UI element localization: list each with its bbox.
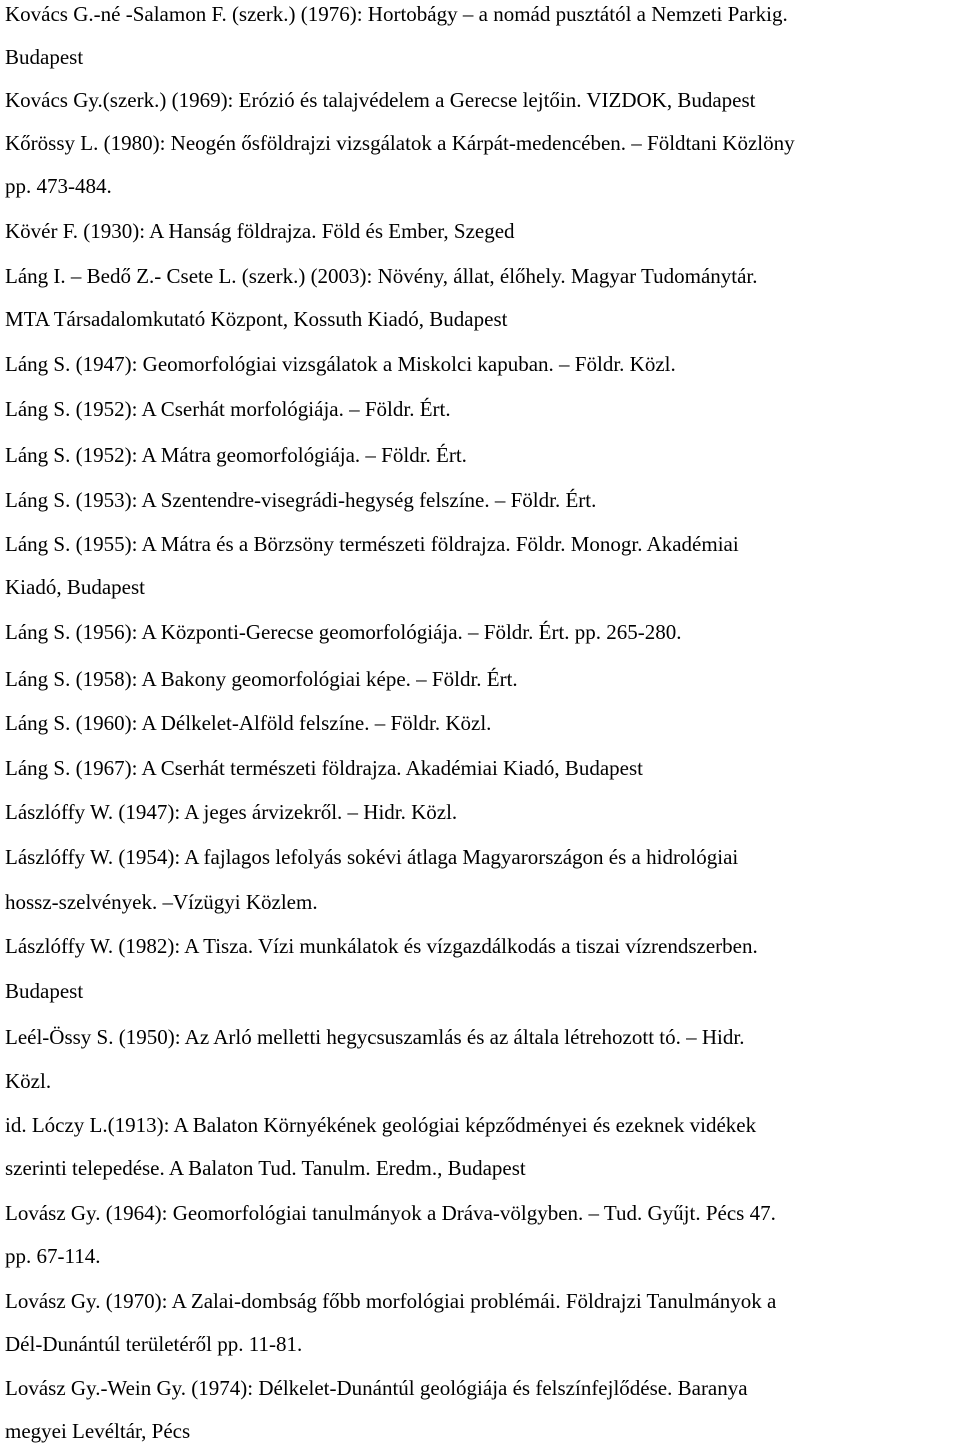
reference-line: Kovács G.-né -Salamon F. (szerk.) (1976): Hortobágy – a nomád pusztától a Nemzeti Parkig. [5,2,788,26]
reference-line: Láng S. (1953): A Szentendre-visegrádi-hegység felszíne. – Földr. Ért. [5,488,597,512]
reference-line: Kiadó, Budapest [5,575,145,599]
reference-line: hossz-szelvények. –Vízügyi Közlem. [5,890,318,914]
reference-line: Budapest [5,979,84,1003]
reference-line: Lovász Gy. (1964): Geomorfológiai tanulmányok a Dráva-völgyben. – Tud. Gyűjt. Pécs 47. [5,1201,776,1225]
reference-line: pp. 67-114. [5,1244,101,1268]
reference-line: Dél-Dunántúl területéről pp. 11-81. [5,1332,303,1356]
reference-line: Láng S. (1955): A Mátra és a Börzsöny természeti földrajza. Földr. Monogr. Akadémiai [5,532,739,556]
reference-line: Láng S. (1952): A Cserhát morfológiája. – Földr. Ért. [5,397,451,421]
reference-line: Láng I. – Bedő Z.- Csete L. (szerk.) (2003): Növény, állat, élőhely. Magyar Tudománytár. [5,264,758,288]
reference-line: Lászlóffy W. (1954): A fajlagos lefolyás sokévi átlaga Magyarországon és a hidrológiai [5,845,739,869]
reference-line: Kövér F. (1930): A Hanság földrajza. Föld és Ember, Szeged [5,219,515,243]
reference-line: Láng S. (1956): A Központi-Gerecse geomorfológiája. – Földr. Ért. pp. 265-280. [5,620,682,644]
reference-line: Lászlóffy W. (1947): A jeges árvizekről. – Hidr. Közl. [5,800,458,824]
reference-line: Lászlóffy W. (1982): A Tisza. Vízi munkálatok és vízgazdálkodás a tiszai vízrendszerben. [5,934,758,958]
reference-line: Láng S. (1967): A Cserhát természeti földrajza. Akadémiai Kiadó, Budapest [5,756,643,780]
reference-line: Leél-Össy S. (1950): Az Arló melletti hegycsuszamlás és az általa létrehozott tó. – Hidr. [5,1025,745,1049]
reference-line: pp. 473-484. [5,174,112,198]
reference-line: Közl. [5,1069,52,1093]
reference-line: Láng S. (1958): A Bakony geomorfológiai képe. – Földr. Ért. [5,667,518,691]
reference-line: id. Lóczy L.(1913): A Balaton Környékének geológiai képződményei és ezeknek vidékek [5,1113,757,1137]
reference-line: Budapest [5,45,84,69]
reference-line: Lovász Gy. (1970): A Zalai-dombság főbb morfológiai problémái. Földrajzi Tanulmányok a [5,1289,777,1313]
reference-line: Láng S. (1947): Geomorfológiai vizsgálatok a Miskolci kapuban. – Földr. Közl. [5,352,676,376]
reference-line: MTA Társadalomkutató Központ, Kossuth Kiadó, Budapest [5,307,508,331]
reference-line: Kovács Gy.(szerk.) (1969): Erózió és talajvédelem a Gerecse lejtőin. VIZDOK, Budapest [5,88,756,112]
reference-line: szerinti telepedése. A Balaton Tud. Tanulm. Eredm., Budapest [5,1156,526,1180]
reference-line: Lovász Gy.-Wein Gy. (1974): Délkelet-Dunántúl geológiája és felszínfejlődése. Baranya [5,1376,748,1400]
reference-line: megyei Levéltár, Pécs [5,1419,191,1443]
reference-line: Kőrössy L. (1980): Neogén ősföldrajzi vizsgálatok a Kárpát-medencében. – Földtani Közlöny [5,131,795,155]
reference-line: Láng S. (1960): A Délkelet-Alföld felszíne. – Földr. Közl. [5,711,492,735]
reference-line: Láng S. (1952): A Mátra geomorfológiája. – Földr. Ért. [5,443,467,467]
